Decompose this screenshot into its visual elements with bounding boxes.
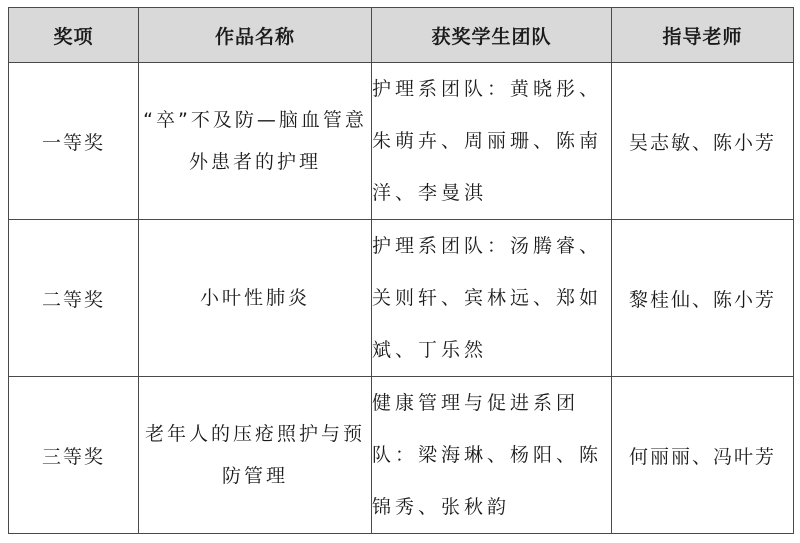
header-work-name: 作品名称 bbox=[139, 8, 372, 63]
student-team-cell: 健康管理与促进系团队：梁海琳、杨阳、陈锦秀、张秋韵 bbox=[372, 377, 612, 534]
table-row bbox=[9, 63, 794, 220]
table-body bbox=[9, 63, 794, 534]
student-team-cell: 护理系团队：黄晓彤、朱萌卉、周丽珊、陈南洋、李曼淇 bbox=[372, 63, 612, 220]
teacher-cell: 黎桂仙、陈小芳 bbox=[612, 220, 794, 377]
award-table bbox=[8, 7, 794, 534]
header-teacher: 指导老师 bbox=[612, 8, 794, 63]
header-student-team: 获奖学生团队 bbox=[372, 8, 612, 63]
work-name-cell: 老年人的压疮照护与预防管理 bbox=[139, 377, 372, 534]
teacher-cell: 吴志敏、陈小芳 bbox=[612, 63, 794, 220]
header-award: 奖项 bbox=[9, 8, 139, 63]
table-header bbox=[9, 8, 794, 63]
table-row bbox=[9, 377, 794, 534]
student-team-cell: 护理系团队：汤腾睿、关则轩、宾林远、郑如斌、丁乐然 bbox=[372, 220, 612, 377]
work-name-cell: “卒”不及防—脑血管意外患者的护理 bbox=[139, 63, 372, 220]
award-level-cell: 一等奖 bbox=[9, 63, 139, 220]
work-name-cell: 小叶性肺炎 bbox=[139, 220, 372, 377]
teacher-cell: 何丽丽、冯叶芳 bbox=[612, 377, 794, 534]
award-level-cell: 三等奖 bbox=[9, 377, 139, 534]
award-level-cell: 二等奖 bbox=[9, 220, 139, 377]
header-row bbox=[9, 8, 794, 63]
table-row bbox=[9, 220, 794, 377]
